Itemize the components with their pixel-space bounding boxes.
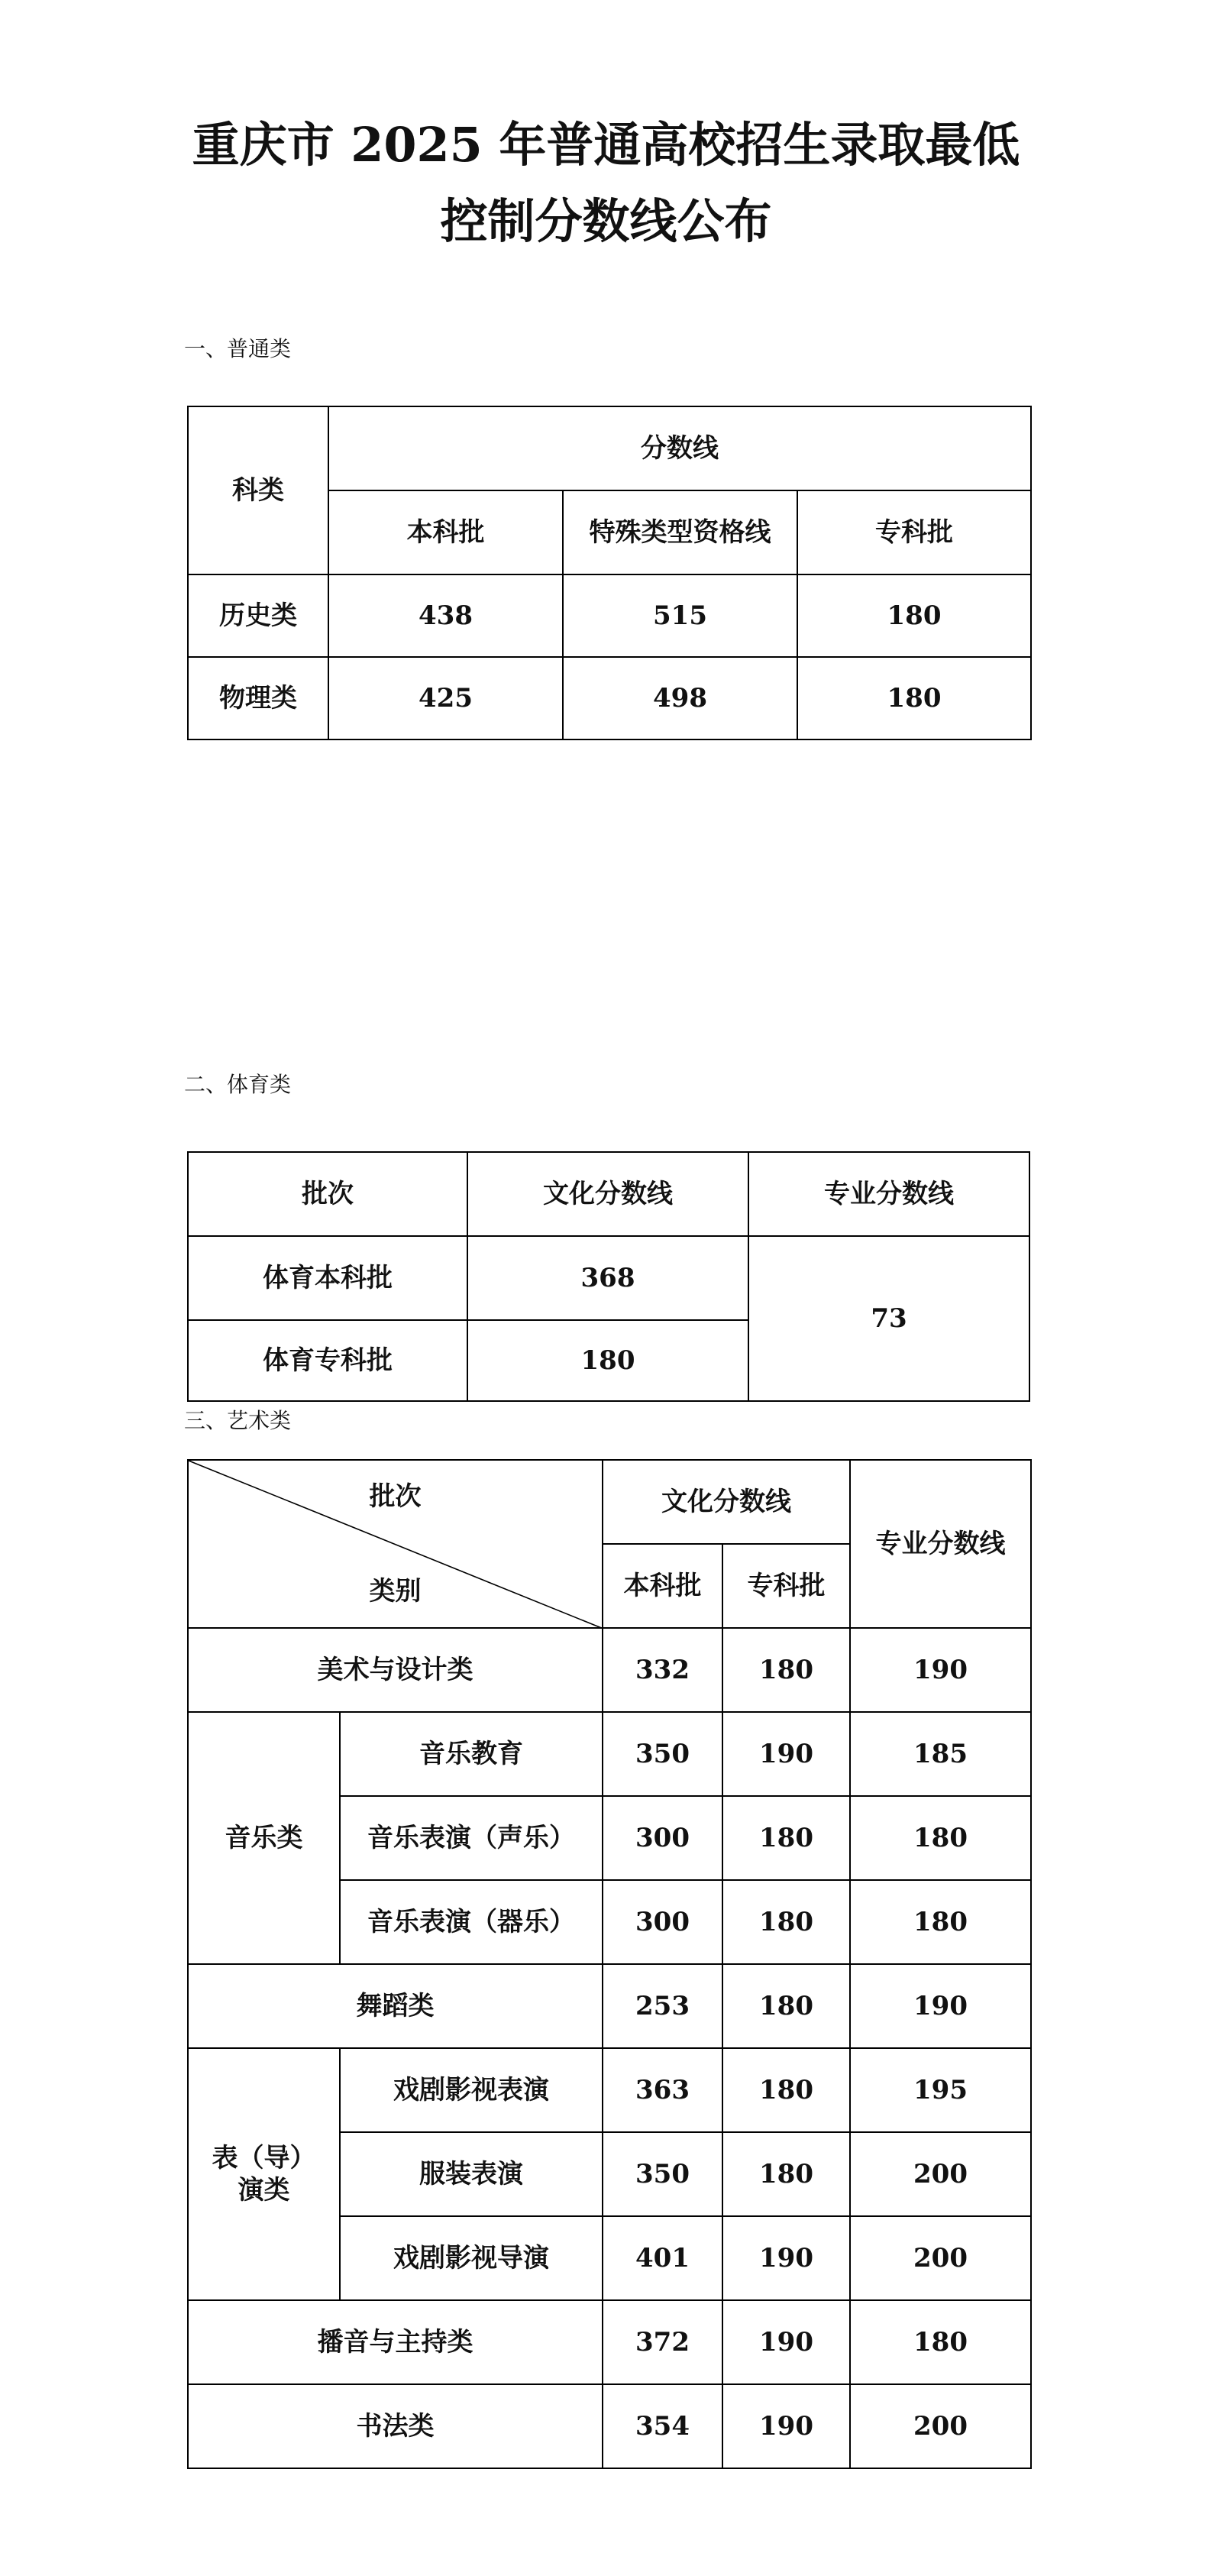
page-title-line1: 重庆市 2025 年普通高校招生录取最低 (192, 117, 1020, 173)
row-category: 舞蹈类 (188, 1964, 603, 2048)
cell-value: 300 (603, 1880, 722, 1964)
cell-value: 200 (850, 2216, 1031, 2300)
column-header-special: 特殊类型资格线 (563, 490, 797, 574)
cell-value: 180 (722, 1628, 850, 1712)
cell-value: 180 (467, 1320, 748, 1401)
arts-score-table (187, 1459, 1032, 2469)
table-row (188, 2300, 1031, 2384)
row-category: 书法类 (188, 2384, 603, 2468)
column-header-undergrad: 本科批 (328, 490, 563, 574)
cell-value: 190 (850, 1964, 1031, 2048)
cell-value: 401 (603, 2216, 722, 2300)
cell-value: 190 (722, 2384, 850, 2468)
cell-value: 425 (328, 657, 563, 739)
college-header: 专科批 (722, 1544, 850, 1628)
diagonal-header-category: 类别 (369, 1575, 422, 1607)
cell-value: 350 (603, 2132, 722, 2216)
group-performance (188, 2048, 340, 2300)
table-row (188, 1712, 1031, 1796)
cell-value: 300 (603, 1796, 722, 1880)
cell-value: 180 (797, 657, 1031, 739)
culture-header: 文化分数线 (603, 1460, 850, 1544)
section-heading-sports: 二、体育类 (184, 1072, 292, 1097)
cell-value: 350 (603, 1712, 722, 1796)
professional-header: 专业分数线 (850, 1460, 1031, 1628)
table-row (188, 574, 1031, 657)
group-music: 音乐类 (188, 1712, 340, 1964)
cell-value: 363 (603, 2048, 722, 2132)
cell-value: 180 (850, 1796, 1031, 1880)
cell-value: 372 (603, 2300, 722, 2384)
subject-header: 科类 (188, 406, 328, 574)
cell-value: 180 (722, 1796, 850, 1880)
cell-value: 185 (850, 1712, 1031, 1796)
table-row (188, 2048, 1031, 2132)
diagonal-header-batch: 批次 (369, 1481, 422, 1512)
cell-value: 253 (603, 1964, 722, 2048)
table-row (188, 1964, 1031, 2048)
row-category: 音乐教育 (340, 1712, 603, 1796)
table-row (188, 1236, 1029, 1320)
cell-value: 180 (850, 1880, 1031, 1964)
general-score-table (187, 406, 1032, 740)
row-category: 播音与主持类 (188, 2300, 603, 2384)
page-title-line2: 控制分数线公布 (440, 193, 772, 249)
culture-header: 文化分数线 (467, 1152, 748, 1236)
page-title (0, 107, 1212, 260)
row-subject: 物理类 (188, 657, 328, 739)
diagonal-header-cell (188, 1460, 603, 1628)
cell-value: 190 (722, 2216, 850, 2300)
professional-header: 专业分数线 (748, 1152, 1029, 1236)
cell-value: 200 (850, 2384, 1031, 2468)
sports-score-table (187, 1151, 1030, 1402)
row-category: 美术与设计类 (188, 1628, 603, 1712)
cell-value: 180 (722, 1880, 850, 1964)
cell-value: 190 (722, 2300, 850, 2384)
cell-value: 180 (722, 2048, 850, 2132)
section-heading-general: 一、普通类 (184, 336, 292, 361)
row-batch: 体育专科批 (188, 1320, 467, 1401)
group-performance-line1: 表（导） (212, 2142, 316, 2173)
row-category: 戏剧影视导演 (340, 2216, 603, 2300)
row-category: 服装表演 (340, 2132, 603, 2216)
cell-value: 180 (850, 2300, 1031, 2384)
table-row (188, 2384, 1031, 2468)
group-performance-line2: 演类 (238, 2175, 290, 2205)
cell-value: 180 (797, 574, 1031, 657)
column-header-college: 专科批 (797, 490, 1031, 574)
cell-value: 332 (603, 1628, 722, 1712)
cell-value: 190 (722, 1712, 850, 1796)
row-category: 音乐表演（声乐） (340, 1796, 603, 1880)
cell-value: 515 (563, 574, 797, 657)
cell-value: 195 (850, 2048, 1031, 2132)
row-subject: 历史类 (188, 574, 328, 657)
table-row (188, 657, 1031, 739)
section-heading-arts: 三、艺术类 (184, 1408, 292, 1433)
batch-header: 批次 (188, 1152, 467, 1236)
cell-value: 190 (850, 1628, 1031, 1712)
row-category: 戏剧影视表演 (340, 2048, 603, 2132)
cell-value: 438 (328, 574, 563, 657)
cell-value: 498 (563, 657, 797, 739)
row-batch: 体育本科批 (188, 1236, 467, 1320)
professional-score: 73 (748, 1236, 1029, 1401)
row-category: 音乐表演（器乐） (340, 1880, 603, 1964)
cell-value: 180 (722, 2132, 850, 2216)
cell-value: 180 (722, 1964, 850, 2048)
score-line-header: 分数线 (328, 406, 1031, 490)
cell-value: 354 (603, 2384, 722, 2468)
table-row (188, 1628, 1031, 1712)
undergrad-header: 本科批 (603, 1544, 722, 1628)
cell-value: 368 (467, 1236, 748, 1320)
cell-value: 200 (850, 2132, 1031, 2216)
